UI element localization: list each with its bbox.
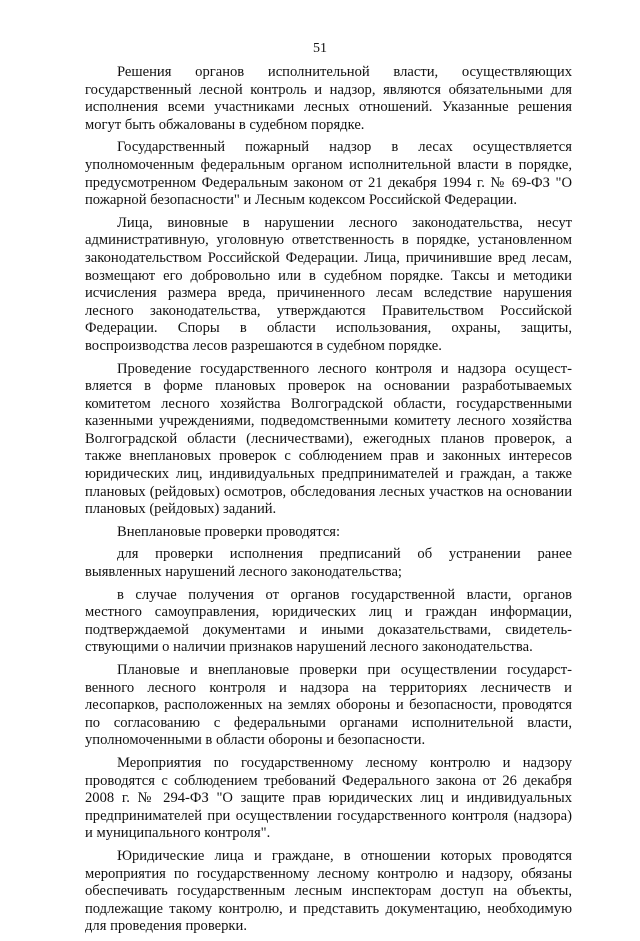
paragraph-10: Юридические лица и граждане, в отношении которых проводятся мероприятия по государственному лесному контролю и надзору, обязаны обеспечивать государственным лесным инспекторам доступ на объекты, подлежащие такому контролю, и представить документацию, необходимую для проведения проверки. <box>85 847 572 935</box>
paragraph-9: Мероприятия по государственному лесному контролю и надзору проводятся с соблюдением требований Федерального закона от 26 декабря 2008 г. № 294-ФЗ "О защите прав юридических лиц и индивидуальных предпринимателей при осуществлении государственного контроля (надзора) и муниципального контроля". <box>85 754 572 842</box>
paragraph-1: Решения органов исполнительной власти, осуществляющих государственный лесной контроль и надзор, являются обязательными для исполнения всеми участниками лесных отношений. Указанные решения могут быть обжалованы в судебном порядке. <box>85 64 572 133</box>
body-text <box>85 64 572 941</box>
paragraph-3: Лица, виновные в нарушении лесного законодательства, несут административную, уголовную ответственность в порядке, установленном законодательством Российской Федерации. Лица, причинившие вред лесам, возмещают его добровольно или в судебном порядке. Таксы и методики исчисления размера вреда, причиненного лесам вследствие нарушения лесного законодательства, утверждаются Правительством Российской Федерации. Споры в области использования, охраны, защиты, воспроизводства лесов разрешаются в судебном порядке. <box>85 214 572 354</box>
paragraph-5: Внеплановые проверки проводятся: <box>117 523 341 540</box>
paragraph-2: Государственный пожарный надзор в лесах осуществляется уполномоченным федеральным органом исполнительной власти в порядке, предусмотренном Федеральным законом от 21 декабря 1994 г. № 69-ФЗ "О пожарной безопасности" и Лесным кодексом Российской Федерации. <box>85 139 572 209</box>
paragraph-4: Проведение государственного лесного контроля и надзора осуществляется в форме плановых проверок на основании разработываемых комитетом лесного хозяйства Волгоградской области, государственными казенными учреждениями, подведомственными комитету лесного хозяйства Волгоградской области (лесничествами), ежегодных планов проверок, а также внеплановых проверок с соблюдением прав и законных интересов юридических лиц, индивидуальных предпринимателей и граждан, а также плановых (рейдовых) осмотров, обследования лесных участков на основании плановых (рейдовых) заданий. <box>85 360 572 518</box>
paragraph-8: Плановые и внеплановые проверки при осуществлении государственного лесного контроля и надзора на территориях лесничеств и лесопарков, расположенных на землях обороны и безопасности, проводятся по согласованию с федеральными органами исполнительной власти, уполномоченными в области обороны и безопасности. <box>85 662 572 749</box>
page-number: 51 <box>313 41 327 56</box>
paragraph-6: для проверки исполнения предписаний об устранении ранее выявленных нарушений лесного законодательства; <box>85 546 572 581</box>
paragraph-7: в случае получения от органов государственной власти, органов местного самоуправления, юридических лиц и граждан информации, подтверждаемой документами и иными доказательствами, свидетельствующими о наличии признаков нарушений лесного законодательства. <box>85 586 572 656</box>
